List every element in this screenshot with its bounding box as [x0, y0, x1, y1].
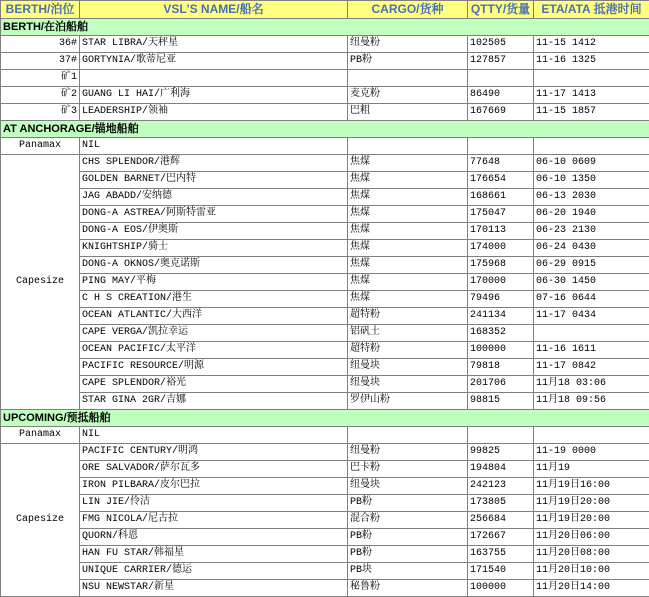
- col-header-cargo[interactable]: CARGO/货种: [348, 1, 468, 19]
- cargo-cell[interactable]: 混合粉: [348, 512, 468, 529]
- berth-cell[interactable]: 矿3: [1, 104, 80, 121]
- quantity-cell[interactable]: 102505: [468, 36, 534, 53]
- vessel-name-cell[interactable]: [80, 70, 348, 87]
- quantity-cell[interactable]: 79818: [468, 359, 534, 376]
- vessel-name-cell[interactable]: FMG NICOLA/尼古拉: [80, 512, 348, 529]
- eta-cell[interactable]: 11-19 0000: [534, 444, 649, 461]
- eta-cell[interactable]: 11月20日08:00: [534, 546, 649, 563]
- eta-cell[interactable]: 06-20 1940: [534, 206, 649, 223]
- table-row: [1, 512, 649, 529]
- table-row: [1, 546, 649, 563]
- vessel-name-cell[interactable]: PACIFIC CENTURY/明鸿: [80, 444, 348, 461]
- quantity-cell[interactable]: 170000: [468, 274, 534, 291]
- cargo-cell[interactable]: 巴卡粉: [348, 461, 468, 478]
- eta-cell[interactable]: 11月19: [534, 461, 649, 478]
- col-header-eta[interactable]: ETA/ATA 抵港时间: [534, 1, 649, 19]
- table-row: [1, 240, 649, 257]
- vessel-name-cell[interactable]: CHS SPLENDOR/港辉: [80, 155, 348, 172]
- vessel-name-cell[interactable]: GUANG LI HAI/广利海: [80, 87, 348, 104]
- eta-cell[interactable]: 06-23 2130: [534, 223, 649, 240]
- cargo-cell[interactable]: PB粉: [348, 546, 468, 563]
- cargo-cell[interactable]: 焦煤: [348, 274, 468, 291]
- eta-cell[interactable]: 07-16 0644: [534, 291, 649, 308]
- quantity-cell[interactable]: 173805: [468, 495, 534, 512]
- eta-cell[interactable]: 11-17 0434: [534, 308, 649, 325]
- table-row: [1, 172, 649, 189]
- quantity-cell[interactable]: 194804: [468, 461, 534, 478]
- table-row: [1, 257, 649, 274]
- cargo-cell[interactable]: 焦煤: [348, 155, 468, 172]
- vessel-name-cell[interactable]: OCEAN PACIFIC/太平洋: [80, 342, 348, 359]
- quantity-cell[interactable]: 77648: [468, 155, 534, 172]
- table-row: [1, 478, 649, 495]
- quantity-cell[interactable]: 86490: [468, 87, 534, 104]
- eta-cell[interactable]: 11-17 1413: [534, 87, 649, 104]
- quantity-cell[interactable]: 127857: [468, 53, 534, 70]
- cargo-cell[interactable]: 纽曼块: [348, 478, 468, 495]
- table-row: [1, 444, 649, 461]
- vessel-name-cell[interactable]: IRON PILBARA/皮尔巴拉: [80, 478, 348, 495]
- section-header-row: [1, 121, 649, 138]
- quantity-cell[interactable]: 167669: [468, 104, 534, 121]
- table-row: [1, 274, 649, 291]
- quantity-cell[interactable]: 242123: [468, 478, 534, 495]
- cargo-cell[interactable]: 罗伊山粉: [348, 393, 468, 410]
- vessel-name-cell[interactable]: NIL: [80, 427, 348, 444]
- quantity-cell[interactable]: [468, 427, 534, 444]
- eta-cell[interactable]: 06-10 1350: [534, 172, 649, 189]
- quantity-cell[interactable]: 174000: [468, 240, 534, 257]
- vessel-name-cell[interactable]: KNIGHTSHIP/骑士: [80, 240, 348, 257]
- cargo-cell[interactable]: PB粉: [348, 529, 468, 546]
- table-row: [1, 223, 649, 240]
- cargo-cell[interactable]: PB块: [348, 563, 468, 580]
- quantity-cell[interactable]: 170113: [468, 223, 534, 240]
- vessel-name-cell[interactable]: CAPE SPLENDOR/裕光: [80, 376, 348, 393]
- vessel-name-cell[interactable]: DONG-A OKNOS/奥克诺斯: [80, 257, 348, 274]
- cargo-cell[interactable]: PB粉: [348, 53, 468, 70]
- eta-cell[interactable]: 11-15 1412: [534, 36, 649, 53]
- vessel-name-cell[interactable]: PACIFIC RESOURCE/明源: [80, 359, 348, 376]
- table-row: [1, 189, 649, 206]
- vessel-name-cell[interactable]: DONG-A ASTREA/阿斯特雷亚: [80, 206, 348, 223]
- table-row: [1, 529, 649, 546]
- section-title: BERTH/在泊船舶: [1, 19, 649, 36]
- table-row: [1, 342, 649, 359]
- vessel-class-label: Panamax: [1, 427, 80, 444]
- table-row: [1, 155, 649, 172]
- vessel-name-cell[interactable]: NIL: [80, 138, 348, 155]
- table-row: [1, 427, 649, 444]
- vessel-class-label: Panamax: [1, 138, 80, 155]
- cargo-cell[interactable]: 巴粗: [348, 104, 468, 121]
- cargo-cell[interactable]: 焦煤: [348, 257, 468, 274]
- table-row: [1, 308, 649, 325]
- eta-cell[interactable]: 11月19日20:00: [534, 495, 649, 512]
- quantity-cell[interactable]: 256684: [468, 512, 534, 529]
- vessel-name-cell[interactable]: DONG-A EOS/伊奥斯: [80, 223, 348, 240]
- cargo-cell[interactable]: [348, 427, 468, 444]
- eta-cell[interactable]: [534, 138, 649, 155]
- table-row: [1, 376, 649, 393]
- vessel-name-cell[interactable]: JAG ABADD/安纳德: [80, 189, 348, 206]
- vessel-name-cell[interactable]: HAN FU STAR/韩福星: [80, 546, 348, 563]
- vessel-name-cell[interactable]: LIN JIE/伶洁: [80, 495, 348, 512]
- quantity-cell[interactable]: 99825: [468, 444, 534, 461]
- cargo-cell[interactable]: 纽曼粉: [348, 36, 468, 53]
- col-header-qty[interactable]: QTTY/货量: [468, 1, 534, 19]
- col-header-vessel[interactable]: VSL'S NAME/船名: [80, 1, 348, 19]
- vessel-name-cell[interactable]: STAR LIBRA/天秤星: [80, 36, 348, 53]
- eta-cell[interactable]: 11-17 0842: [534, 359, 649, 376]
- table-row: [1, 36, 649, 53]
- quantity-cell[interactable]: 168352: [468, 325, 534, 342]
- table-row: [1, 495, 649, 512]
- eta-cell[interactable]: 06-13 2030: [534, 189, 649, 206]
- quantity-cell[interactable]: [468, 138, 534, 155]
- table-row: [1, 461, 649, 478]
- cargo-cell[interactable]: 纽曼块: [348, 376, 468, 393]
- quantity-cell[interactable]: 175047: [468, 206, 534, 223]
- eta-cell[interactable]: 11-15 1857: [534, 104, 649, 121]
- vessel-name-cell[interactable]: GORTYNIA/歌蒂尼亚: [80, 53, 348, 70]
- cargo-cell[interactable]: 秘鲁粉: [348, 580, 468, 597]
- table-row: [1, 393, 649, 410]
- vessel-class-label: Capesize: [1, 155, 80, 410]
- vessel-class-label: Capesize: [1, 444, 80, 597]
- table-row: [1, 138, 649, 155]
- table-row: [1, 325, 649, 342]
- vessel-name-cell[interactable]: PING MAY/平梅: [80, 274, 348, 291]
- table-row: [1, 563, 649, 580]
- vessel-name-cell[interactable]: C H S CREATION/港生: [80, 291, 348, 308]
- eta-cell[interactable]: 06-24 0430: [534, 240, 649, 257]
- eta-cell[interactable]: 11-16 1325: [534, 53, 649, 70]
- vessel-name-cell[interactable]: QUORN/科恩: [80, 529, 348, 546]
- cargo-cell[interactable]: 铝矾土: [348, 325, 468, 342]
- section-title: AT ANCHORAGE/锚地船舶: [1, 121, 649, 138]
- cargo-cell[interactable]: 焦煤: [348, 206, 468, 223]
- vessel-name-cell[interactable]: OCEAN ATLANTIC/大西洋: [80, 308, 348, 325]
- quantity-cell[interactable]: 172667: [468, 529, 534, 546]
- col-header-berth[interactable]: BERTH/泊位: [1, 1, 80, 19]
- quantity-cell[interactable]: 171540: [468, 563, 534, 580]
- eta-cell[interactable]: [534, 70, 649, 87]
- vessel-name-cell[interactable]: STAR GINA 2GR/吉娜: [80, 393, 348, 410]
- table-row: [1, 87, 649, 104]
- vessel-name-cell[interactable]: UNIQUE CARRIER/德运: [80, 563, 348, 580]
- eta-cell[interactable]: 11月18 09:56: [534, 393, 649, 410]
- cargo-cell[interactable]: 纽曼块: [348, 359, 468, 376]
- table-row: [1, 206, 649, 223]
- table-row: [1, 104, 649, 121]
- quantity-cell[interactable]: 98815: [468, 393, 534, 410]
- quantity-cell[interactable]: 168661: [468, 189, 534, 206]
- cargo-cell[interactable]: 超特粉: [348, 308, 468, 325]
- eta-cell[interactable]: 11月18 03:06: [534, 376, 649, 393]
- cargo-cell[interactable]: 纽曼粉: [348, 444, 468, 461]
- cargo-cell[interactable]: 焦煤: [348, 291, 468, 308]
- eta-cell[interactable]: 11-16 1611: [534, 342, 649, 359]
- section-header-row: [1, 410, 649, 427]
- table-row: [1, 580, 649, 597]
- cargo-cell[interactable]: 焦煤: [348, 240, 468, 257]
- vessel-name-cell[interactable]: GOLDEN BARNET/巴内特: [80, 172, 348, 189]
- vessel-name-cell[interactable]: NSU NEWSTAR/新星: [80, 580, 348, 597]
- eta-cell[interactable]: 11月19日16:00: [534, 478, 649, 495]
- cargo-cell[interactable]: 焦煤: [348, 223, 468, 240]
- berth-cell[interactable]: 矿2: [1, 87, 80, 104]
- table-row: [1, 70, 649, 87]
- quantity-cell[interactable]: 100000: [468, 580, 534, 597]
- vessel-name-cell[interactable]: ORE SALVADOR/萨尔瓦多: [80, 461, 348, 478]
- eta-cell[interactable]: [534, 427, 649, 444]
- quantity-cell[interactable]: 175968: [468, 257, 534, 274]
- quantity-cell[interactable]: 176654: [468, 172, 534, 189]
- cargo-cell[interactable]: [348, 138, 468, 155]
- quantity-cell[interactable]: 241134: [468, 308, 534, 325]
- cargo-cell[interactable]: [348, 70, 468, 87]
- eta-cell[interactable]: 06-10 0609: [534, 155, 649, 172]
- cargo-cell[interactable]: PB粉: [348, 495, 468, 512]
- quantity-cell[interactable]: 79496: [468, 291, 534, 308]
- eta-cell[interactable]: 06-30 1450: [534, 274, 649, 291]
- section-title: UPCOMING/预抵船舶: [1, 410, 649, 427]
- eta-cell[interactable]: 11月20日06:00: [534, 529, 649, 546]
- vessel-name-cell[interactable]: CAPE VERGA/凯拉幸运: [80, 325, 348, 342]
- header-row: [1, 1, 649, 19]
- cargo-cell[interactable]: 超特粉: [348, 342, 468, 359]
- eta-cell[interactable]: 11月20日14:00: [534, 580, 649, 597]
- eta-cell[interactable]: 11月20日10:00: [534, 563, 649, 580]
- berth-cell[interactable]: 矿1: [1, 70, 80, 87]
- quantity-cell[interactable]: [468, 70, 534, 87]
- quantity-cell[interactable]: 201706: [468, 376, 534, 393]
- quantity-cell[interactable]: 100000: [468, 342, 534, 359]
- table-row: [1, 359, 649, 376]
- berth-cell[interactable]: 36#: [1, 36, 80, 53]
- vessel-name-cell[interactable]: LEADERSHIP/领袖: [80, 104, 348, 121]
- cargo-cell[interactable]: 焦煤: [348, 172, 468, 189]
- cargo-cell[interactable]: 焦煤: [348, 189, 468, 206]
- cargo-cell[interactable]: 麦克粉: [348, 87, 468, 104]
- berth-cell[interactable]: 37#: [1, 53, 80, 70]
- section-header-row: [1, 19, 649, 36]
- eta-cell[interactable]: 11月19日20:00: [534, 512, 649, 529]
- eta-cell[interactable]: [534, 325, 649, 342]
- table-row: [1, 53, 649, 70]
- quantity-cell[interactable]: 163755: [468, 546, 534, 563]
- table-row: [1, 291, 649, 308]
- eta-cell[interactable]: 06-29 0915: [534, 257, 649, 274]
